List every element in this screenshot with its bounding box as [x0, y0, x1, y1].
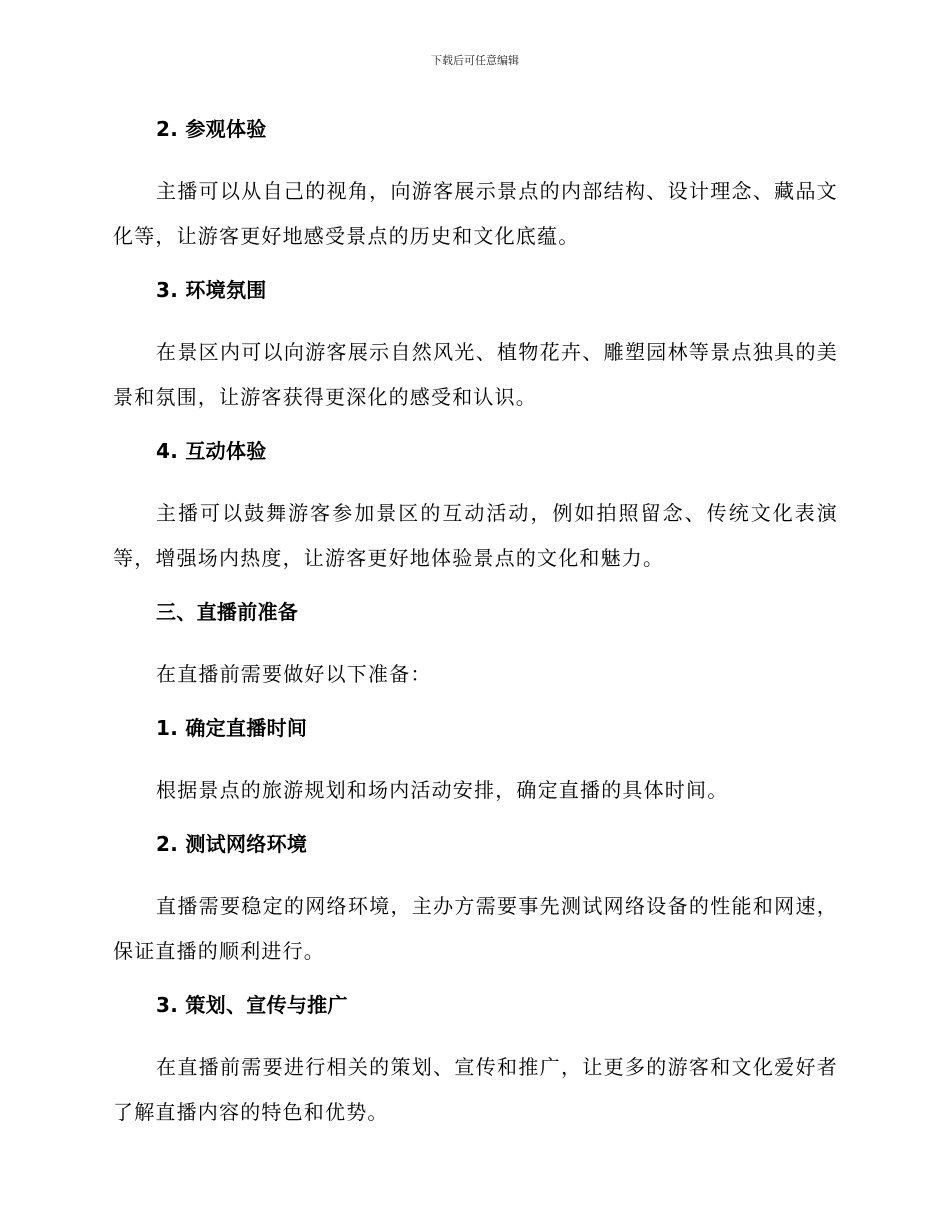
section-heading-network-test: 2. 测试网络环境: [156, 832, 308, 856]
section-heading-visit-experience: 2. 参观体验: [156, 117, 267, 141]
section-heading-interaction: 4. 互动体验: [156, 439, 267, 463]
section-body-visit-experience: 主播可以从自己的视角，向游客展示景点的内部结构、设计理念、藏品文化等，让游客更好地感受景点的历史和文化底蕴。: [113, 179, 838, 248]
section-heading-promotion: 3. 策划、宣传与推广: [156, 993, 348, 1017]
section-body-preparation: 在直播前需要做好以下准备：: [156, 662, 432, 686]
page-header: 下载后可任意编辑: [431, 54, 519, 67]
section-heading-schedule: 1. 确定直播时间: [156, 716, 308, 740]
section-heading-preparation: 三、直播前准备: [156, 600, 299, 624]
section-heading-environment: 3. 环境氛围: [156, 278, 267, 302]
section-body-schedule: 根据景点的旅游规划和场内活动安排，确定直播的具体时间。: [156, 778, 729, 802]
section-body-interaction: 主播可以鼓舞游客参加景区的互动活动，例如拍照留念、传统文化表演等，增强场内热度，让游客更好地体验景点的文化和魅力。: [113, 501, 838, 570]
document-body: [113, 112, 838, 1149]
section-body-network-test: 直播需要稳定的网络环境，主办方需要事先测试网络设备的性能和网速，保证直播的顺利进行。: [113, 894, 838, 963]
section-body-environment: 在景区内可以向游客展示自然风光、植物花卉、雕塑园林等景点独具的美景和氛围，让游客获得更深化的感受和认识。: [113, 340, 838, 409]
section-body-promotion: 在直播前需要进行相关的策划、宣传和推广，让更多的游客和文化爱好者了解直播内容的特色和优势。: [113, 1055, 838, 1124]
